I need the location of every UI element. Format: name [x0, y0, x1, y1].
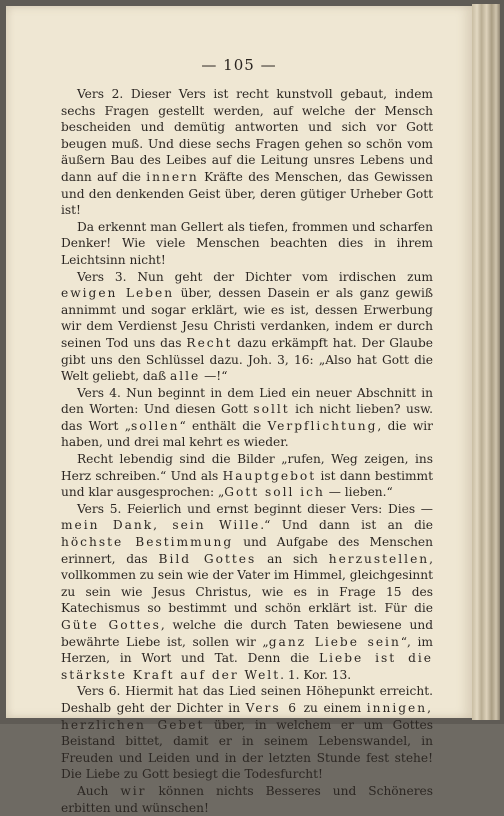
text-run: , welche die durch Taten bewiesene und bewährte Liebe ist, sollen wir „	[61, 618, 434, 649]
text-run: Da erkennt man Gellert als tiefen, frommen und scharfen Denker! Wie viele Menschen beachten dies in ihrem Leichtsinn nicht!	[61, 219, 433, 267]
text-run: Vers 2. Dieser Vers ist recht kunstvoll gebaut, indem sechs Fragen gestellt werden, auf welche der Mensch bescheiden und demütig antworten und sich vor Gott beugen muß. Und diese sechs Fragen gehen so schön vom äußern Bau des Leibes auf die Leitung unsres Lebens und dann auf die	[61, 87, 433, 184]
text-run: über, in welchem er um Gottes Beistand bittet, damit er in seinem Lebenswandel, in Freuden und Leiden und in der letzten Stunde fest stehe! Die Liebe zu Gott besiegt die Todesfurcht!	[61, 717, 434, 782]
paragraph	[61, 783, 433, 816]
paragraph	[61, 451, 433, 501]
text-run: ist dann bestimmt und klar ausgesprochen: „	[61, 468, 434, 500]
emphasized-text: innern	[146, 169, 199, 184]
emphasized-text: Bild Gottes	[158, 551, 257, 566]
text-run: dazu erkämpft hat. Der Glaube gibt uns den Schlüssel dazu. Joh. 3, 16: „Also hat Gott die Welt geliebt, daß	[61, 335, 434, 384]
text-run: Kräfte des Menschen, das Gewissen und den denkenden Geist über, deren gütiger Urheber Gott ist!	[61, 169, 433, 218]
emphasized-text: Liebe ist die stärkste Kraft auf der Welt	[61, 651, 433, 682]
text-run: “, im Herzen, in Wort und Tat. Denn die	[61, 634, 433, 666]
text-run: Auch	[77, 783, 121, 798]
emphasized-text: ganz Liebe sein	[268, 634, 401, 649]
book-page	[6, 6, 472, 815]
emphasized-text: Recht	[186, 335, 233, 350]
emphasized-text: sollen	[131, 418, 180, 433]
text-run: Vers 4. Nun beginnt in dem Lied ein neuer Abschnitt in den Worten: Und diesen Gott	[61, 385, 433, 417]
emphasized-text: sollt	[253, 402, 290, 417]
text-run: .“ Und dann ist an die	[260, 518, 433, 533]
text-run: Vers 5. Feierlich und ernst beginnt dieser Vers: Dies —	[77, 501, 433, 516]
emphasized-text: Güte Gottes	[61, 618, 161, 632]
text-run: Recht lebendig sind die Bilder „rufen, Weg zeigen, ins Herz schreiben.“ Und als	[61, 452, 433, 483]
text-run: über, dessen Dasein er als ganz gewiß annimmt und sogar erklärt, wie es ist, dessen Erwerbung wir dem Verdienst Jesu Christi verdanken, indem er durch seinen Tod uns das	[61, 286, 433, 350]
emphasized-text: wir	[120, 783, 147, 798]
text-run: , die wir haben, und drei mal kehrt es wieder.	[61, 418, 433, 450]
text-run: und Aufgabe des Menschen erinnert, das	[61, 535, 433, 566]
text-run: können nichts Besseres und Schöneres erbitten und wünschen!	[61, 783, 434, 815]
emphasized-text: mein Dank, sein Wille	[61, 518, 261, 533]
emphasized-text: höchste Bestimmung	[61, 535, 234, 550]
emphasized-text: alle	[169, 369, 201, 384]
emphasized-text: Verpflichtung	[267, 418, 378, 433]
page-number: — 105 —	[201, 56, 277, 74]
text-run: , vollkommen zu sein wie der Vater im Himmel, gleichgesinnt zu sein wie Jesus Christus, wie es in Frage 15 des Katechismus so bestimmt und schön erklärt ist. Für die	[61, 551, 434, 616]
text-run: — lieben.“	[324, 485, 393, 500]
emphasized-text: Vers 6	[245, 700, 298, 715]
paragraph	[61, 269, 433, 385]
text-run: . 1. Kor. 13.	[280, 667, 352, 682]
text-run: —!“	[200, 369, 228, 384]
emphasized-text: ewigen Leben	[61, 286, 175, 301]
emphasized-text: Gott soll ich	[224, 485, 325, 500]
text-run: Vers 3. Nun geht der Dichter vom irdischen zum	[77, 269, 433, 284]
emphasized-text: innigen, herzlichen Gebet	[61, 700, 433, 732]
paragraph	[61, 683, 433, 783]
text-run: “ enthält die	[179, 418, 268, 433]
emphasized-text: Hauptgebot	[222, 468, 317, 483]
text-run: an sich	[256, 551, 329, 566]
paragraph	[61, 86, 433, 219]
paragraph	[61, 385, 433, 451]
body-text	[61, 86, 433, 816]
paragraph	[61, 501, 433, 684]
text-run: zu einem	[297, 700, 367, 715]
paragraph	[61, 219, 433, 269]
text-run: ich nicht lieben? usw. das Wort „	[61, 402, 433, 433]
text-run: Vers 6. Hiermit hat das Lied seinen Höhepunkt erreicht. Deshalb geht der Dichter in	[61, 684, 433, 715]
emphasized-text: herzustellen	[328, 551, 430, 566]
page-edges	[472, 4, 500, 720]
